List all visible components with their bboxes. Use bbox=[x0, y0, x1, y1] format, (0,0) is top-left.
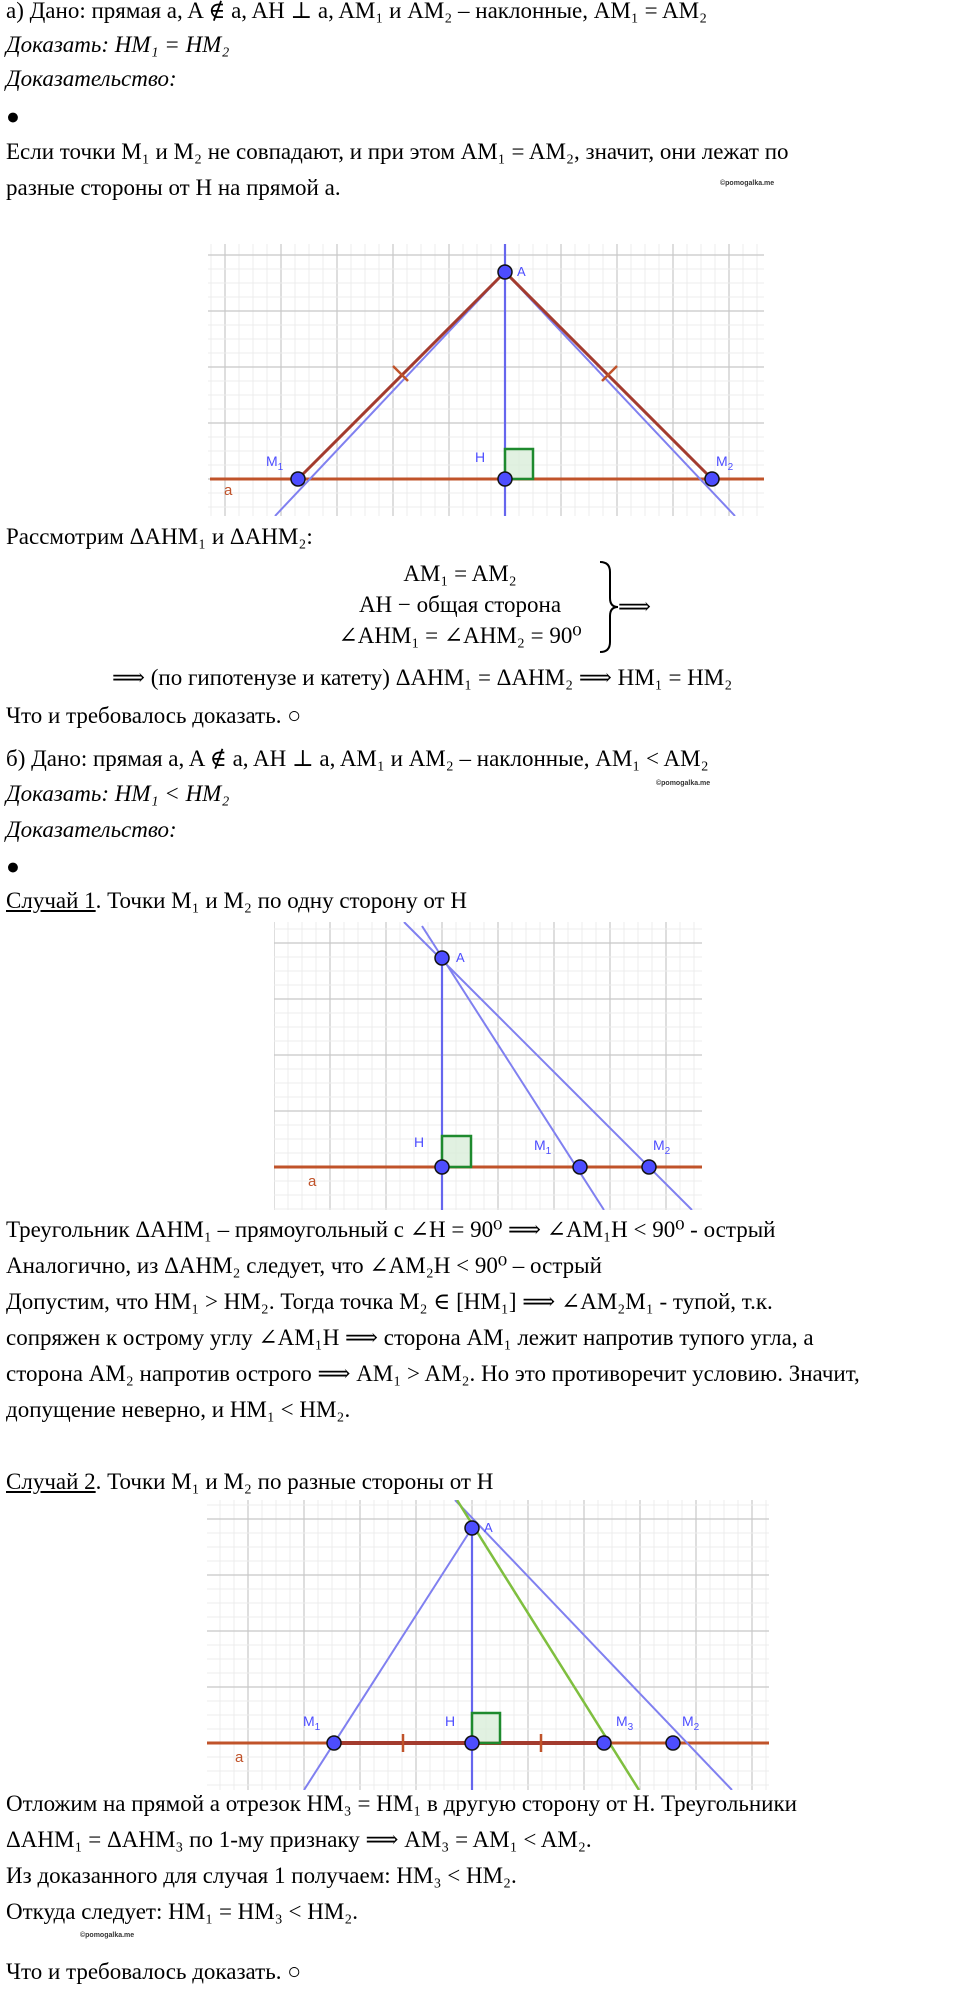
label-m3: $M_3$ bbox=[616, 1713, 634, 1733]
case-2-line-1: Отложим на прямой a отрезок HM₃ = HM₁ в другую сторону от H. Треугольники bbox=[6, 1791, 797, 1816]
label-m2: $M_2$ bbox=[716, 453, 734, 473]
label-m1: $M_1$ bbox=[266, 453, 284, 473]
figure-3-grid bbox=[207, 1500, 769, 1790]
point-m1 bbox=[291, 472, 305, 486]
case-1-title: Случай 1 bbox=[6, 888, 96, 913]
case-2-heading bbox=[6, 1467, 493, 1497]
watermark: ©pomogalka.me bbox=[80, 1932, 135, 1939]
point-m1 bbox=[327, 1736, 341, 1750]
implies: ⟹ bbox=[618, 594, 651, 619]
case-1-line-1: Треугольник ΔAHM₁ – прямоугольный с ∠H = 90⁰ ⟹ ∠AM₁H < 90⁰ - острый bbox=[6, 1217, 776, 1242]
case-2-line-2: ΔAHM₁ = ΔAHM₃ по 1-му признаку ⟹ AM₃ = AM₁ < AM₂. bbox=[6, 1827, 592, 1852]
qed-b: Что и требовалось доказать. ○ bbox=[6, 1959, 302, 1984]
conclusion: ⟹ (по гипотенузе и катету) ΔAHM₁ = ΔAHM₂ ⟹ HM₁ = HM₂ bbox=[112, 665, 733, 690]
label-line-a: a bbox=[235, 1749, 244, 1766]
case-1-line-3: Допустим, что HM₁ > HM₂. Тогда точка M₂ ∈ [HM₁] ⟹ ∠AM₂M₁ - тупой, т.к. bbox=[6, 1289, 773, 1314]
tick-am2 bbox=[602, 366, 617, 381]
label-a: A bbox=[456, 950, 465, 965]
label-line-a: a bbox=[224, 482, 233, 499]
text-a-2: разные стороны от H на прямой a. bbox=[6, 175, 341, 200]
consider: Рассмотрим ΔAHM₁ и ΔAHM₂: bbox=[6, 524, 313, 549]
case-2-line-3: Из доказанного для случая 1 получаем: HM₃ < HM₂. bbox=[6, 1863, 517, 1888]
label-m2: $M_2$ bbox=[682, 1713, 700, 1733]
case-1-text: . Точки M₁ и M₂ по одну сторону от H bbox=[95, 888, 467, 913]
case-1-line-6: допущение неверно, и HM₁ < HM₂. bbox=[6, 1397, 351, 1422]
case-2-line-4: Откуда следует: HM₁ = HM₃ < HM₂. bbox=[6, 1899, 359, 1924]
point-m1 bbox=[573, 1160, 587, 1174]
label-m1: $M_1$ bbox=[534, 1137, 552, 1157]
point-h bbox=[498, 472, 512, 486]
given-b: б) Дано: прямая a, A ∉ a, AH ⊥ a, AM₁ и AM₂ – наклонные, AM₁ < AM₂ bbox=[6, 746, 709, 771]
label-m2: $M_2$ bbox=[653, 1137, 671, 1157]
watermark: ©pomogalka.me bbox=[656, 780, 711, 787]
brace bbox=[596, 560, 620, 654]
point-m3 bbox=[597, 1736, 611, 1750]
label-line-a: a bbox=[308, 1173, 317, 1190]
point-m2 bbox=[705, 472, 719, 486]
point-a bbox=[435, 951, 449, 965]
tick-am1 bbox=[393, 366, 408, 381]
system-line-3: ∠AHM₁ = ∠AHM₂ = 90⁰ bbox=[338, 623, 582, 648]
case-1-line-4: сопряжен к острому углу ∠AM₁H ⟹ сторона AM₁ лежит напротив тупого угла, а bbox=[6, 1325, 814, 1350]
bullet-b: ● bbox=[6, 854, 20, 879]
label-h: H bbox=[445, 1713, 456, 1729]
point-a bbox=[498, 265, 512, 279]
label-h: H bbox=[414, 1134, 425, 1150]
prove-a: Доказать: HM₁ = HM₂ bbox=[6, 32, 230, 57]
figure-1 bbox=[208, 244, 764, 516]
figure-2 bbox=[274, 922, 702, 1210]
case-2-title: Случай 2 bbox=[6, 1469, 96, 1494]
system-line-1: AM₁ = AM₂ bbox=[403, 561, 517, 586]
qed-a: Что и требовалось доказать. ○ bbox=[6, 703, 302, 728]
label-h: H bbox=[475, 449, 486, 465]
case-1-heading bbox=[6, 886, 467, 916]
label-m1: $M_1$ bbox=[303, 1713, 321, 1733]
case-2-text: . Точки M₁ и M₂ по разные стороны от H bbox=[95, 1469, 494, 1494]
proof-heading-b: Доказательство: bbox=[6, 817, 177, 842]
point-a bbox=[465, 1521, 479, 1535]
label-a: A bbox=[484, 1520, 493, 1535]
point-h bbox=[465, 1736, 479, 1750]
bullet-a: ● bbox=[6, 104, 20, 129]
given-a: а) Дано: прямая a, A ∉ a, AH ⊥ a, AM₁ и AM₂ – наклонные, AM₁ = AM₂ bbox=[6, 0, 708, 23]
figure-3 bbox=[207, 1500, 769, 1790]
text-a-1: Если точки M₁ и M₂ не совпадают, и при этом AM₁ = AM₂, значит, они лежат по bbox=[6, 139, 789, 164]
prove-b: Доказать: HM₁ < HM₂ bbox=[6, 781, 230, 806]
point-m2 bbox=[642, 1160, 656, 1174]
watermark: ©pomogalka.me bbox=[720, 180, 775, 187]
label-a: A bbox=[517, 264, 526, 279]
point-m2 bbox=[666, 1736, 680, 1750]
point-h bbox=[435, 1160, 449, 1174]
case-1-line-5: сторона AM₂ напротив острого ⟹ AM₁ > AM₂. Но это противоречит условию. Значит, bbox=[6, 1361, 860, 1386]
case-1-line-2: Аналогично, из ΔAHM₂ следует, что ∠AM₂H < 90⁰ – острый bbox=[6, 1253, 602, 1278]
proof-heading-a: Доказательство: bbox=[6, 66, 177, 91]
system-line-2: AH − общая сторона bbox=[358, 592, 562, 617]
